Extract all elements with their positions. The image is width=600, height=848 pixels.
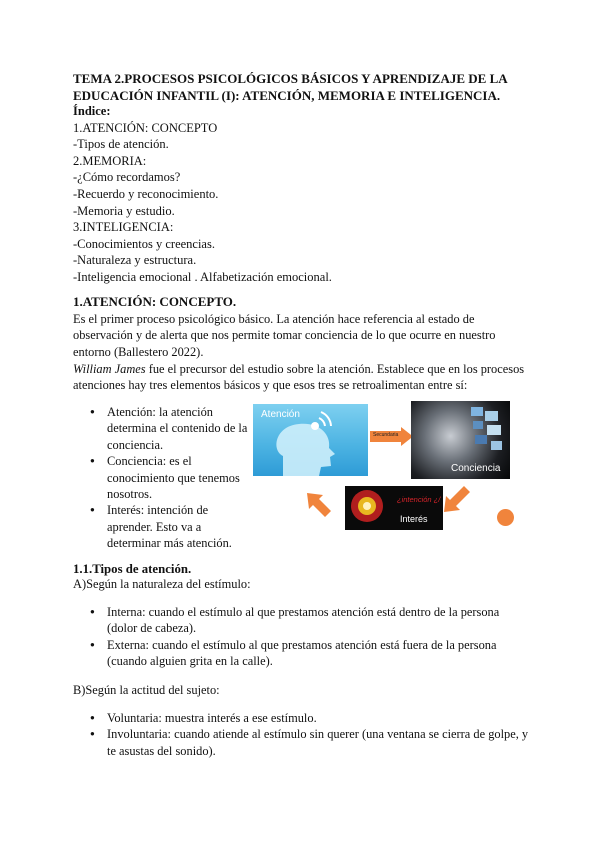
list-item: ● Atención: la atención determina el contenido de la conciencia. — [90, 404, 250, 453]
index-item: -Naturaleza y estructura. — [73, 253, 197, 268]
paragraph-atencion-definition: Es el primer proceso psicológico básico. La atención hace referencia al estado de observación y de alerta que nos permite tomar conciencia de lo que ocurre en nuestro entorno (Ballestero 2022). — [73, 312, 496, 359]
arrow-right-icon — [370, 431, 403, 442]
arrow-label: Secundaria — [373, 432, 399, 438]
interes-label: Interés — [400, 514, 428, 524]
classification-a-list — [90, 604, 530, 670]
paragraph-william-james-text: fue el precursor del estudio sobre la atención. Establece que en los procesos atenciones hay tres elementos básicos y que esos tres se retroalimentan entre sí: — [73, 362, 525, 393]
section-heading-atencion: 1.ATENCIÓN: CONCEPTO. — [73, 294, 237, 309]
index-item: -Tipos de atención. — [73, 137, 169, 152]
author-name: William James — [73, 362, 146, 376]
index-heading: Índice: — [73, 104, 111, 118]
classification-b-label: B)Según la actitud del sujeto: — [73, 683, 220, 697]
paragraph-william-james — [73, 361, 531, 394]
red-brain-icon — [345, 486, 443, 530]
index-item: -Inteligencia emocional . Alfabetización emocional. — [73, 269, 332, 284]
classification-a-label: A)Según la naturaleza del estímulo: — [73, 577, 251, 591]
orange-dot — [497, 509, 514, 526]
subsection-heading-tipos: 1.1.Tipos de atención. — [73, 562, 192, 576]
elements-list — [90, 404, 250, 552]
index-item: 3.INTELIGENCIA: — [73, 220, 174, 235]
conciencia-label: Conciencia — [451, 463, 501, 474]
index — [73, 103, 332, 286]
index-item: -Recuerdo y reconocimiento. — [73, 186, 219, 201]
index-item: -Conocimientos y creencias. — [73, 236, 215, 251]
list-item: ● Interés: intención de aprender. Esto va a determinar más atención. — [90, 502, 250, 551]
index-item: -¿Cómo recordamos? — [73, 170, 181, 185]
interes-caption: ¿intención ¿/ — [397, 495, 441, 504]
list-item: ● Involuntaria: cuando atiende al estímulo sin querer (una ventana se cierra de golpe, y te asustas del sonido). — [90, 726, 530, 759]
index-item: 2.MEMORIA: — [73, 153, 147, 168]
atencion-label: Atención — [261, 409, 300, 420]
conciencia-image — [411, 401, 510, 479]
list-item: ● Externa: cuando el estímulo al que prestamos atención está fuera de la persona (cuando alguien grita en la calle). — [90, 637, 530, 670]
index-item: 1.ATENCIÓN: CONCEPTO — [73, 120, 218, 135]
classification-b-list — [90, 710, 530, 759]
list-item: ● Conciencia: es el conocimiento que tenemos nosotros. — [90, 453, 250, 502]
list-item: ● Interna: cuando el estímulo al que prestamos atención está dentro de la persona (dolor de cabeza). — [90, 604, 530, 637]
document-title: TEMA 2.PROCESOS PSICOLÓGICOS BÁSICOS Y APRENDIZAJE DE LA EDUCACIÓN INFANTIL (I): ATENCIÓN, MEMORIA E INTELIGENCIA. — [73, 71, 507, 103]
arrow-up-left-icon — [305, 491, 331, 517]
interes-image — [345, 486, 443, 530]
list-item: ● Voluntaria: muestra interés a ese estímulo. — [90, 710, 530, 726]
atencion-image — [253, 404, 368, 476]
index-item: -Memoria y estudio. — [73, 203, 175, 218]
arrow-down-left-icon — [440, 484, 470, 514]
